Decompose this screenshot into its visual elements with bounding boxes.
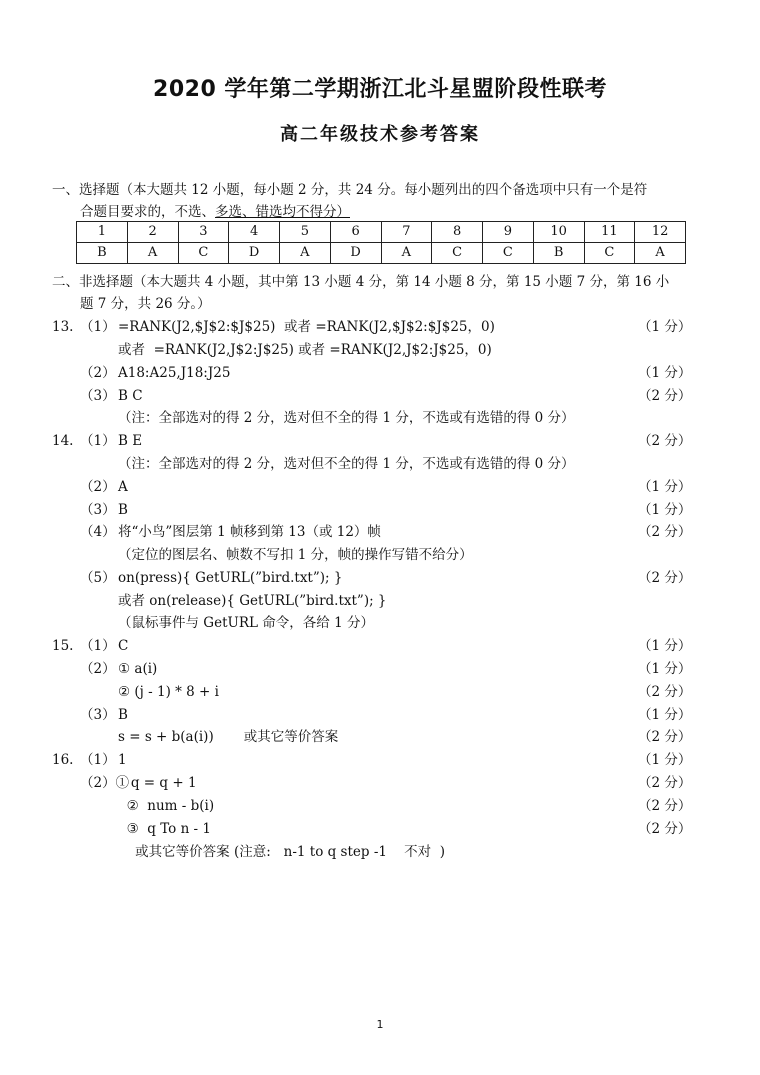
answer-text: B C — [118, 388, 143, 404]
answer-text: 1 — [118, 752, 127, 768]
score-label: （1 分） — [638, 707, 692, 723]
answer-text: A — [118, 479, 128, 495]
sub-question-label: （1） — [80, 752, 116, 768]
score-label: （1 分） — [638, 479, 692, 495]
score-label: （1 分） — [638, 752, 692, 768]
answer-choice: C — [178, 243, 229, 264]
answer-choice: C — [483, 243, 534, 264]
answer-text: 或者 =RANK(J2,J$2:J$25) 或者 =RANK(J2,J$2:J$25，0) — [118, 342, 492, 358]
answer-text: =RANK(J2,$J$2:$J$25) 或者 =RANK(J2,$J$2:$J$25，0) — [118, 319, 495, 335]
score-label: （1 分） — [638, 319, 692, 335]
score-label: （2 分） — [638, 729, 692, 745]
answer-choice: A — [127, 243, 178, 264]
section1-note-a: 合题目要求的，不选、 — [80, 204, 215, 220]
answer-number: 12 — [635, 222, 686, 243]
section1-note-b: 多选、错选均不得分） — [215, 204, 350, 220]
document-title: 2020 学年第二学期浙江北斗星盟阶段性联考 — [153, 77, 607, 102]
answer-choice: A — [280, 243, 331, 264]
score-label: （2 分） — [638, 388, 692, 404]
answer-number: 10 — [533, 222, 584, 243]
answer-choice: C — [432, 243, 483, 264]
answer-number: 4 — [229, 222, 280, 243]
answer-text: ① a(i) — [118, 661, 158, 677]
sub-question-label: （1） — [80, 319, 116, 335]
answer-text: C — [118, 638, 129, 654]
score-label: （2 分） — [638, 821, 692, 837]
score-label: （2 分） — [638, 684, 692, 700]
answer-number: 11 — [584, 222, 635, 243]
answer-text: on(press){ GetURL(”bird.txt”); } — [118, 570, 343, 586]
question-number: 13. — [52, 319, 74, 335]
answer-table — [76, 221, 686, 264]
answer-choice: C — [584, 243, 635, 264]
answer-text: A18:A25,J18:J25 — [118, 365, 231, 381]
answer-text: ② num - b(i) — [118, 798, 215, 814]
score-label: （2 分） — [638, 798, 692, 814]
section2-heading-cont: 题 7 分，共 26 分。） — [80, 296, 211, 312]
answer-choice: B — [77, 243, 128, 264]
answer-text: 或者 on(release){ GetURL(”bird.txt”); } — [118, 593, 387, 609]
sub-question-label: （1） — [80, 433, 116, 449]
answer-text: B E — [118, 433, 143, 449]
answer-table-numbers-row — [77, 222, 686, 243]
page-number: 1 — [376, 1018, 384, 1031]
answer-text: s = s + b(a(i)) 或其它等价答案 — [118, 729, 339, 745]
answer-number: 1 — [77, 222, 128, 243]
sub-question-label: （3） — [80, 502, 116, 518]
sub-question-label: （2） — [80, 661, 116, 677]
sub-question-label: （4） — [80, 524, 116, 540]
section1-heading: 一、选择题（本大题共 12 小题，每小题 2 分，共 24 分。每小题列出的四个备选项中只有一个是符 — [52, 182, 648, 198]
answer-text: （注：全部选对的得 2 分，选对但不全的得 1 分，不选或有选错的得 0 分） — [118, 456, 575, 472]
answer-number: 9 — [483, 222, 534, 243]
sub-question-label: （1） — [80, 638, 116, 654]
answer-text: （鼠标事件与 GetURL 命令，各给 1 分） — [118, 615, 374, 631]
score-label: （2 分） — [638, 570, 692, 586]
score-label: （2 分） — [638, 775, 692, 791]
score-label: （1 分） — [638, 638, 692, 654]
answer-choice: A — [635, 243, 686, 264]
answer-text: q = q + 1 — [118, 775, 197, 791]
sub-question-label: （5） — [80, 570, 116, 586]
answer-number: 7 — [381, 222, 432, 243]
question-number: 15. — [52, 638, 74, 654]
score-label: （1 分） — [638, 502, 692, 518]
answer-choice: D — [229, 243, 280, 264]
answer-text: ③ q To n - 1 — [118, 821, 212, 837]
answer-text: B — [118, 502, 128, 518]
answer-table-answers-row — [77, 243, 686, 264]
answer-number: 5 — [280, 222, 331, 243]
answer-number: 3 — [178, 222, 229, 243]
answer-text: ② (j - 1) * 8 + i — [118, 684, 219, 700]
answer-number: 6 — [330, 222, 381, 243]
sub-question-label: （2） — [80, 479, 116, 495]
answer-text: （注：全部选对的得 2 分，选对但不全的得 1 分，不选或有选错的得 0 分） — [118, 410, 575, 426]
score-label: （2 分） — [638, 524, 692, 540]
score-label: （2 分） — [638, 433, 692, 449]
answer-number: 8 — [432, 222, 483, 243]
question-number: 14. — [52, 433, 74, 449]
answer-choice: D — [330, 243, 381, 264]
score-label: （1 分） — [638, 661, 692, 677]
answer-text: B — [118, 707, 128, 723]
sub-question-label: （3） — [80, 388, 116, 404]
sub-question-label: （2）① — [80, 775, 130, 791]
answer-choice: B — [533, 243, 584, 264]
section2-heading: 二、非选择题（本大题共 4 小题，其中第 13 小题 4 分，第 14 小题 8 分，第 15 小题 7 分，第 16 小 — [52, 274, 670, 290]
document-subtitle: 高二年级技术参考答案 — [280, 124, 480, 145]
score-label: （1 分） — [638, 365, 692, 381]
sub-question-label: （2） — [80, 365, 116, 381]
answer-text: 或其它等价答案 (注意: n-1 to q step -1 不对 ) — [118, 844, 445, 860]
answer-text: （定位的图层名、帧数不写扣 1 分，帧的操作写错不给分） — [118, 547, 473, 563]
answer-choice: A — [381, 243, 432, 264]
question-number: 16. — [52, 752, 74, 768]
answer-text: 将“小鸟”图层第 1 帧移到第 13（或 12）帧 — [118, 524, 381, 540]
section1-heading-cont — [80, 203, 350, 221]
sub-question-label: （3） — [80, 707, 116, 723]
answer-number: 2 — [127, 222, 178, 243]
